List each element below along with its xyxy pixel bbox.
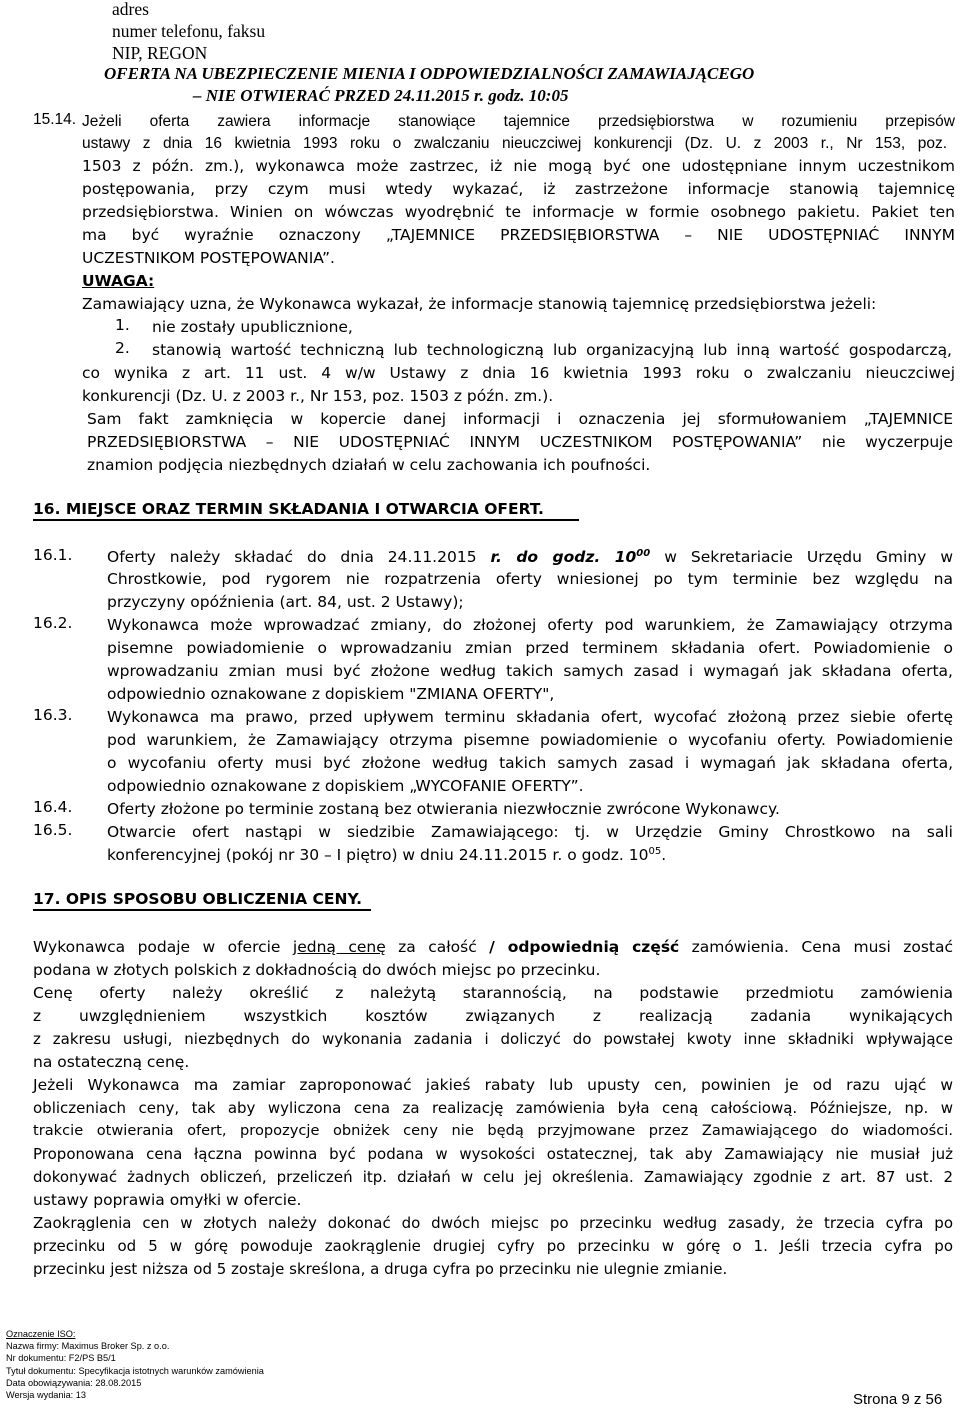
item-line: wprowadzaniu zmian musi być złożone według takich samych zasad i wymagań jak składana oferta,: [107, 662, 953, 680]
item-line: o wycofaniu oferty musi być złożone według takich samych zasad i wymagań jak składana oferta,: [107, 754, 953, 772]
header-nip-regon: NIP, REGON: [112, 43, 208, 63]
item-line: przyczyny opóźnienia (art. 84, ust. 2 Ustawy);: [107, 593, 464, 611]
item-line: odpowiednio oznakowane z dopiskiem „WYCOFANIE OFERTY”.: [107, 777, 584, 795]
paragraph-line: Cenę oferty należy określić z należytą starannością, na podstawie przedmiotu zamówienia: [33, 984, 953, 1002]
do-not-open-warning: – NIE OTWIERAĆ PRZED 24.11.2015 r. godz. 10:05: [193, 86, 569, 105]
paragraph-line: z uwzględnieniem wszystkich kosztów związanych z realizacją zadania wynikających: [33, 1007, 953, 1025]
item-line: konferencyjnej (pokój nr 30 – I piętro) w dniu 24.11.2015 r. o godz. $10^{05}$.: [107, 845, 667, 864]
item-line: odpowiednio oznakowane z dopiskiem "ZMIANA OFERTY",: [107, 685, 555, 703]
item-line: Wykonawca ma prawo, przed upływem terminu składania ofert, wycofać złożoną przez siebie ofertę: [107, 708, 953, 726]
paragraph-line: Jeżeli oferta zawiera informacje stanowiące tajemnice przedsiębiorstwa w rozumieniu przepisów: [82, 113, 955, 130]
document-title: Tytuł dokumentu: Specyfikacja istotnych warunków zamówienia: [6, 1365, 264, 1376]
item-line: Oferty złożone po terminie zostaną bez otwierania niezwłocznie zwrócone Wykonawcy.: [107, 800, 780, 818]
section-17-title: 17. OPIS SPOSOBU OBLICZENIA CENY.: [33, 890, 363, 908]
paragraph-line: 1503 z późn. zm.), wykonawca może zastrzec, iż nie mogą być one udostępniane innym uczestnikom: [82, 157, 955, 175]
condition-text: konkurencji (Dz. U. z 2003 r., Nr 153, poz. 1503 z późn. zm.).: [82, 387, 554, 405]
iso-label: Oznaczenie ISO:: [6, 1329, 76, 1339]
item-number: 16.4.: [33, 798, 73, 816]
paragraph-line: Proponowana cena łączna powinna być podana w wysokości ostatecznej, tak aby Zamawiający nie musiał już: [33, 1145, 953, 1163]
paragraph-line: ustawy poprawia omyłki w ofercie.: [33, 1191, 302, 1209]
header-address: adres: [112, 0, 149, 19]
paragraph-line: UCZESTNIKOM POSTĘPOWANIA”.: [82, 249, 335, 267]
item-line: Wykonawca może wprowadzać zmiany, do złożonej oferty pod warunkiem, że Zamawiający otrzyma: [107, 616, 953, 634]
item-line: Oferty należy składać do dnia 24.11.2015 r. do godz. $10^{00}$ w Sekretariacie Urzędu Gminy w: [107, 547, 953, 566]
section-title-underline: [33, 519, 579, 521]
paragraph-line: Wykonawca podaje w ofercie jedną cenę za całość / odpowiednią część zamówienia. Cena musi zostać: [33, 938, 953, 956]
paragraph-line: postępowania, przy czym musi wtedy wykazać, iż zastrzeżone informacje stanowią tajemnicę: [82, 180, 955, 198]
iso-footer: [6, 1328, 264, 1401]
closing-line: znamion podjęcia niezbędnych działań w celu zachowania ich poufności.: [87, 456, 651, 474]
item-number: 16.1.: [33, 546, 73, 564]
paragraph-line: z zakresu usługi, niezbędnych do wykonania zadania i doliczyć do powstałej kwoty inne składniki wpływające: [33, 1030, 953, 1048]
section-16-title: 16. MIEJSCE ORAZ TERMIN SKŁADANIA I OTWARCIA OFERT.: [33, 500, 544, 518]
page-number: Strona 9 z 56: [853, 1391, 943, 1408]
edition: Wersja wydania: 13: [6, 1390, 87, 1401]
item-line: Chrostkowie, pod rygorem nie rozpatrzenia oferty wniesionej po tym terminie bez względu na: [107, 570, 953, 588]
document-number: Nr dokumentu: F2/PS B5/1: [6, 1353, 116, 1364]
paragraph-line: Zaokrąglenia cen w złotych należy dokonać do dwóch miejsc po przecinku według zasady, że trzecia cyfra po: [33, 1214, 953, 1232]
company-name: Nazwa firmy: Maximus Broker Sp. z o.o.: [6, 1341, 170, 1352]
valid-date: Data obowiązywania: 28.08.2015: [6, 1377, 142, 1388]
uwaga-text: Zamawiający uzna, że Wykonawca wykazał, że informacje stanowią tajemnicę przedsiębiorstwa jeżeli:: [82, 295, 877, 313]
header-phone-fax: numer telefonu, faksu: [112, 21, 266, 41]
paragraph-line: przecinku jest niższa od 5 zostaje skreślona, a druga cyfra po przecinku nie ulegnie zmianie.: [33, 1260, 728, 1278]
closing-line: PRZEDSIĘBIORSTWA – NIE UDOSTĘPNIAĆ INNYM UCZESTNIKOM POSTĘPOWANIA” nie wyczerpuje: [87, 433, 953, 451]
paragraph-line: podana w złotych polskich z dokładnością do dwóch miejsc po przecinku.: [33, 961, 601, 979]
paragraph-line: dokonywać żadnych obliczeń, przeliczeń itp. działań w celu jej określenia. Zamawiający zgodnie z art. 87 ust. 2: [33, 1168, 953, 1186]
paragraph-line: ustawy z dnia 16 kwietnia 1993 roku o zwalczaniu nieuczciwej konkurencji (Dz. U. z 2003 r., Nr 153, poz.: [82, 135, 947, 152]
condition-text: nie zostały upublicznione,: [152, 318, 353, 336]
section-number: 15.14.: [33, 111, 77, 128]
paragraph-line: obliczeniach ceny, tak aby wyliczona cena za realizację zamówienia była ceną całościową. Późniejsze, np. w: [33, 1099, 953, 1117]
paragraph-line: przecinku od 5 w górę powoduje zaokrąglenie drugiej cyfry po przecinku w górę o 1. Jeśli trzecia cyfra po: [33, 1237, 953, 1255]
condition-number: 2.: [115, 339, 130, 357]
item-number: 16.5.: [33, 821, 73, 839]
item-line: pod warunkiem, że Zamawiający otrzyma pisemne powiadomienie o wycofaniu oferty. Powiadomienie: [107, 731, 953, 749]
closing-line: Sam fakt zamknięcia w kopercie danej informacji i oznaczenia jej sformułowaniem „TAJEMNICE: [87, 410, 953, 428]
paragraph-line: ma być wyraźnie oznaczony „TAJEMNICE PRZEDSIĘBIORSTWA – NIE UDOSTĘPNIAĆ INNYM: [82, 226, 955, 244]
paragraph-line: trakcie otwierania ofert, propozycje obniżek ceny nie będą przyjmowane przez Zamawiającego do wiadomości.: [33, 1122, 953, 1139]
condition-number: 1.: [115, 316, 130, 334]
paragraph-line: na ostateczną cenę.: [33, 1053, 190, 1071]
paragraph-line: przedsiębiorstwa. Winien on wówczas wyodrębnić te informacje w formie osobnego pakietu. Pakiet ten: [82, 203, 955, 221]
condition-text: co wynika z art. 11 ust. 4 w/w Ustawy z dnia 16 kwietnia 1993 roku o zwalczaniu nieuczciwej: [82, 364, 955, 382]
item-number: 16.3.: [33, 706, 73, 724]
offer-title: OFERTA NA UBEZPIECZENIE MIENIA I ODPOWIEDZIALNOŚCI ZAMAWIAJĄCEGO: [104, 64, 755, 83]
section-title-underline: [33, 909, 371, 911]
paragraph-line: Jeżeli Wykonawca ma zamiar zaproponować jakieś rabaty lub upusty cen, powinien je od razu ująć w: [33, 1076, 953, 1094]
item-number: 16.2.: [33, 614, 73, 632]
condition-text: stanowią wartość techniczną lub technologiczną lub organizacyjną lub inną wartość gospodarczą,: [152, 341, 952, 359]
uwaga-label: UWAGA:: [82, 272, 155, 290]
item-line: pisemne powiadomienie o wprowadzaniu zmian przed terminem składania ofert. Powiadomienie o: [107, 639, 953, 657]
item-line: Otwarcie ofert nastąpi w siedzibie Zamawiającego: tj. w Urzędzie Gminy Chrostkowo na sali: [107, 823, 953, 841]
